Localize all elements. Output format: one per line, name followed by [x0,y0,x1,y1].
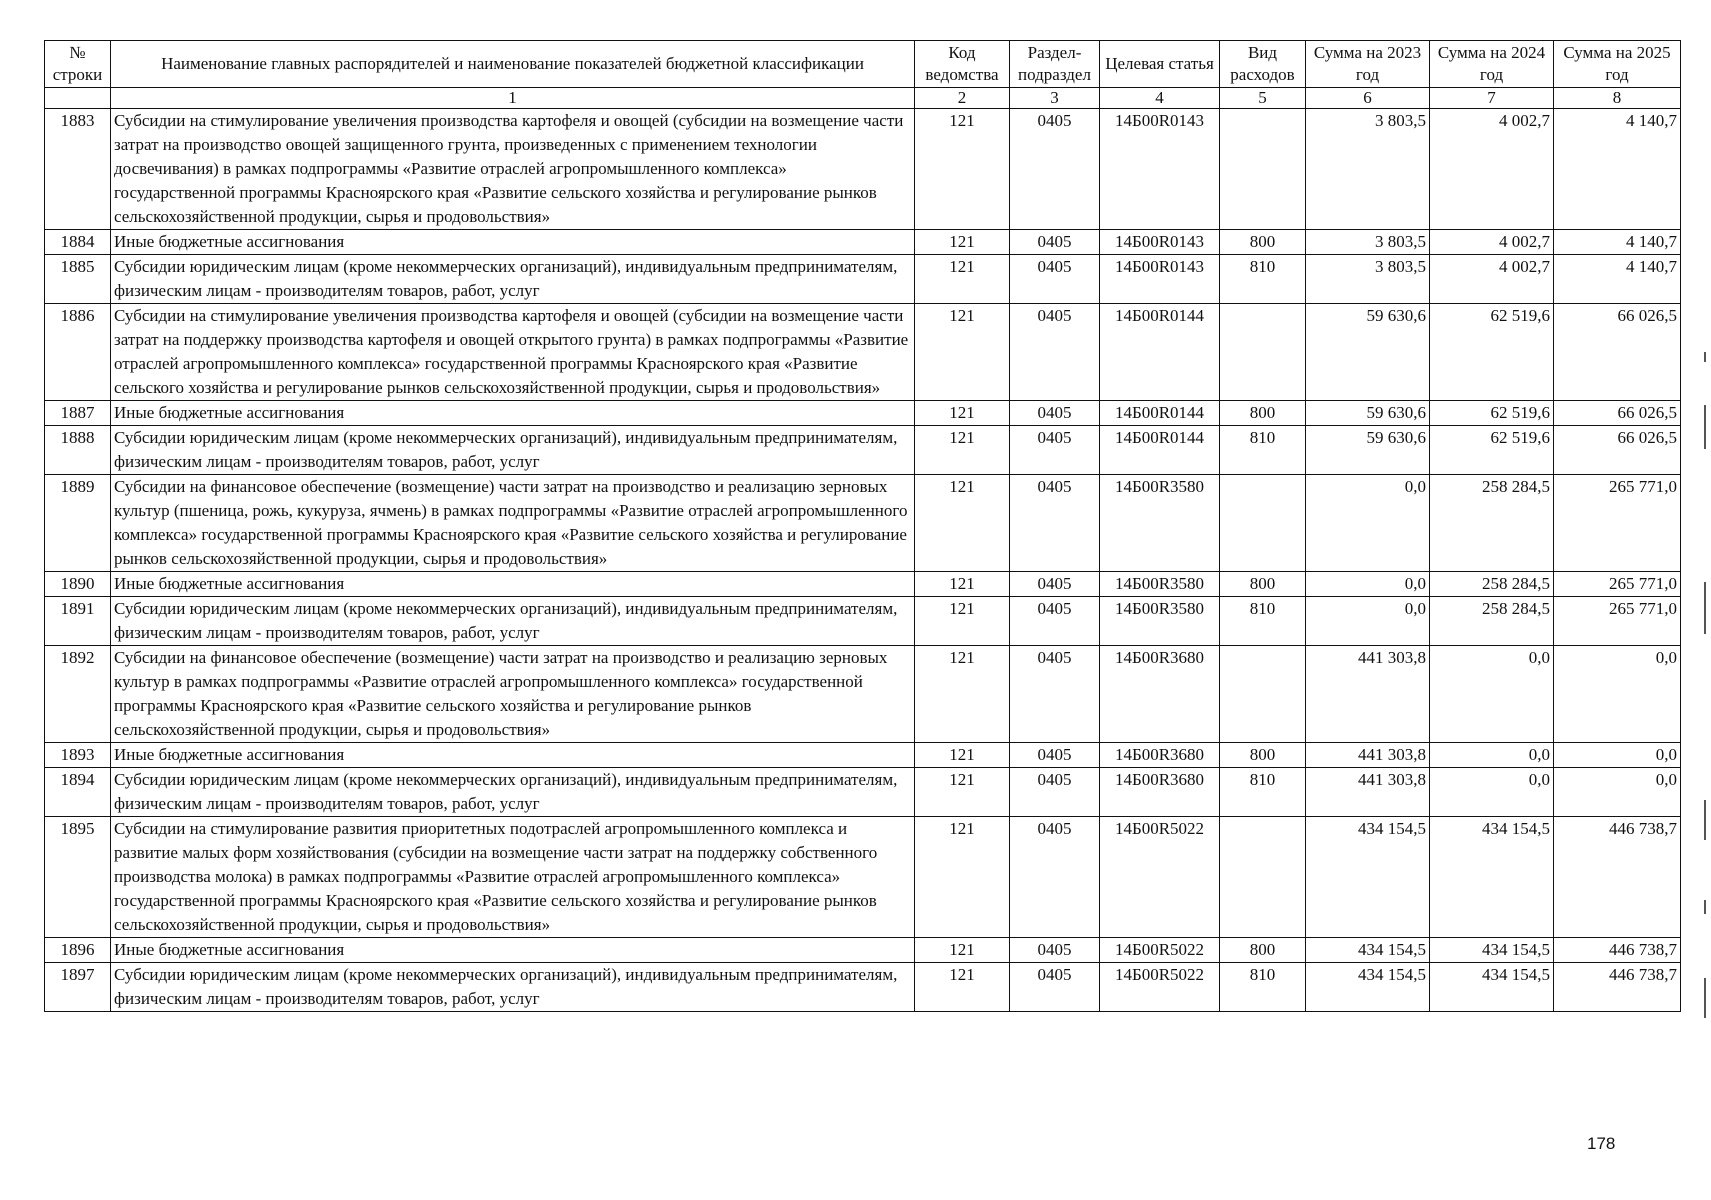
sum-2025: 0,0 [1554,768,1681,817]
target-code: 14Б00R5022 [1100,817,1220,938]
indicator-name: Субсидии юридическим лицам (кроме некоммерческих организаций), индивидуальным предпринимателям, физическим лицам - производителям товаров, работ, услуг [111,768,915,817]
expense-type [1220,475,1306,572]
row-number: 1888 [45,426,111,475]
indicator-name: Субсидии на стимулирование увеличения производства картофеля и овощей (субсидии на возмещение части затрат на производство овощей защищенного грунта, произведенных с применением технологии досвечивания) в рамках подпрограммы «Развитие отраслей агропромышленного комплекса» государственной программы Красноярского края «Развитие сельского хозяйства и регулирование рынков сельскохозяйственной продукции, сырья и продовольствия» [111,109,915,230]
sum-2024: 258 284,5 [1430,475,1554,572]
dept-code: 121 [915,963,1010,1012]
section-code: 0405 [1010,401,1100,426]
column-number: 4 [1100,88,1220,109]
indicator-name: Иные бюджетные ассигнования [111,572,915,597]
header-name: Наименование главных распорядителей и наименование показателей бюджетной классификации [111,41,915,88]
sum-2025: 265 771,0 [1554,572,1681,597]
indicator-name: Субсидии на стимулирование развития приоритетных подотраслей агропромышленного комплекса и развитие малых форм хозяйствования (субсидии на возмещение части затрат на поддержку собственного производства молока) в рамках подпрограммы «Развитие отраслей агропромышленного комплекса» государственной программы Красноярского края «Развитие сельского хозяйства и регулирование рынков сельскохозяйственной продукции, сырья и продовольствия» [111,817,915,938]
row-number: 1886 [45,304,111,401]
sum-2025: 66 026,5 [1554,304,1681,401]
sum-2023: 0,0 [1306,572,1430,597]
target-code: 14Б00R0143 [1100,109,1220,230]
table-row [45,817,1681,938]
row-number: 1897 [45,963,111,1012]
sum-2024: 4 002,7 [1430,230,1554,255]
dept-code: 121 [915,230,1010,255]
section-code: 0405 [1010,597,1100,646]
dept-code: 121 [915,743,1010,768]
dept-code: 121 [915,426,1010,475]
expense-type [1220,304,1306,401]
section-code: 0405 [1010,255,1100,304]
dept-code: 121 [915,401,1010,426]
sum-2023: 434 154,5 [1306,963,1430,1012]
table-row [45,426,1681,475]
sum-2024: 434 154,5 [1430,817,1554,938]
sum-2024: 4 002,7 [1430,255,1554,304]
expense-type [1220,646,1306,743]
dept-code: 121 [915,938,1010,963]
expense-type: 800 [1220,572,1306,597]
target-code: 14Б00R3580 [1100,597,1220,646]
sum-2024: 4 002,7 [1430,109,1554,230]
header-sum-2024: Сумма на 2024 год [1430,41,1554,88]
sum-2025: 446 738,7 [1554,817,1681,938]
target-code: 14Б00R0144 [1100,304,1220,401]
sum-2025: 66 026,5 [1554,426,1681,475]
section-code: 0405 [1010,572,1100,597]
table-row [45,475,1681,572]
sum-2024: 62 519,6 [1430,304,1554,401]
sum-2023: 59 630,6 [1306,401,1430,426]
sum-2023: 434 154,5 [1306,817,1430,938]
row-number: 1885 [45,255,111,304]
expense-type: 810 [1220,963,1306,1012]
target-code: 14Б00R5022 [1100,963,1220,1012]
header-row-no: № строки [45,41,111,88]
dept-code: 121 [915,768,1010,817]
column-number: 2 [915,88,1010,109]
dept-code: 121 [915,255,1010,304]
scan-artifact [1704,800,1706,840]
row-number: 1883 [45,109,111,230]
section-code: 0405 [1010,743,1100,768]
sum-2024: 62 519,6 [1430,426,1554,475]
dept-code: 121 [915,475,1010,572]
row-number: 1890 [45,572,111,597]
header-section: Раздел-подраздел [1010,41,1100,88]
dept-code: 121 [915,646,1010,743]
column-number: 6 [1306,88,1430,109]
target-code: 14Б00R3580 [1100,572,1220,597]
section-code: 0405 [1010,304,1100,401]
column-number: 8 [1554,88,1681,109]
table-row [45,109,1681,230]
indicator-name: Субсидии юридическим лицам (кроме некоммерческих организаций), индивидуальным предпринимателям, физическим лицам - производителям товаров, работ, услуг [111,963,915,1012]
sum-2024: 434 154,5 [1430,938,1554,963]
sum-2024: 434 154,5 [1430,963,1554,1012]
scan-artifact [1704,405,1706,449]
sum-2025: 0,0 [1554,743,1681,768]
sum-2023: 441 303,8 [1306,768,1430,817]
column-number-row [45,88,1681,109]
sum-2025: 4 140,7 [1554,255,1681,304]
indicator-name: Субсидии на финансовое обеспечение (возмещение) части затрат на производство и реализацию зерновых культур в рамках подпрограммы «Развитие отраслей агропромышленного комплекса» государственной программы Красноярского края «Развитие сельского хозяйства и регулирование рынков сельскохозяйственной продукции, сырья и продовольствия» [111,646,915,743]
target-code: 14Б00R0143 [1100,255,1220,304]
column-number: 1 [111,88,915,109]
header-target: Целевая статья [1100,41,1220,88]
row-number: 1893 [45,743,111,768]
sum-2025: 4 140,7 [1554,230,1681,255]
expense-type: 810 [1220,768,1306,817]
scan-artifact [1704,352,1706,362]
column-number [45,88,111,109]
sum-2023: 0,0 [1306,475,1430,572]
expense-type: 810 [1220,597,1306,646]
sum-2023: 441 303,8 [1306,646,1430,743]
sum-2025: 446 738,7 [1554,963,1681,1012]
section-code: 0405 [1010,475,1100,572]
row-number: 1896 [45,938,111,963]
section-code: 0405 [1010,963,1100,1012]
target-code: 14Б00R3680 [1100,646,1220,743]
header-dept-code: Код ведомства [915,41,1010,88]
sum-2025: 446 738,7 [1554,938,1681,963]
indicator-name: Иные бюджетные ассигнования [111,743,915,768]
dept-code: 121 [915,304,1010,401]
target-code: 14Б00R0143 [1100,230,1220,255]
scan-artifact [1704,582,1706,634]
sum-2023: 0,0 [1306,597,1430,646]
table-row [45,304,1681,401]
sum-2023: 3 803,5 [1306,230,1430,255]
sum-2023: 59 630,6 [1306,426,1430,475]
indicator-name: Субсидии юридическим лицам (кроме некоммерческих организаций), индивидуальным предпринимателям, физическим лицам - производителям товаров, работ, услуг [111,597,915,646]
row-number: 1889 [45,475,111,572]
table-row [45,768,1681,817]
table-row [45,597,1681,646]
dept-code: 121 [915,109,1010,230]
expense-type: 800 [1220,743,1306,768]
expense-type: 810 [1220,426,1306,475]
sum-2025: 66 026,5 [1554,401,1681,426]
row-number: 1895 [45,817,111,938]
sum-2024: 0,0 [1430,646,1554,743]
scan-artifact [1704,900,1706,914]
sum-2025: 0,0 [1554,646,1681,743]
column-number: 3 [1010,88,1100,109]
target-code: 14Б00R5022 [1100,938,1220,963]
sum-2025: 265 771,0 [1554,475,1681,572]
row-number: 1892 [45,646,111,743]
table-row [45,230,1681,255]
header-sum-2025: Сумма на 2025 год [1554,41,1681,88]
row-number: 1887 [45,401,111,426]
expense-type: 800 [1220,938,1306,963]
indicator-name: Субсидии на финансовое обеспечение (возмещение) части затрат на производство и реализацию зерновых культур (пшеница, рожь, кукуруза, ячмень) в рамках подпрограммы «Развитие отраслей агропромышленного комплекса» государственной программы Красноярского края «Развитие сельского хозяйства и регулирование рынков сельскохозяйственной продукции, сырья и продовольствия» [111,475,915,572]
row-number: 1894 [45,768,111,817]
indicator-name: Субсидии юридическим лицам (кроме некоммерческих организаций), индивидуальным предпринимателям, физическим лицам - производителям товаров, работ, услуг [111,255,915,304]
sum-2025: 265 771,0 [1554,597,1681,646]
column-number: 7 [1430,88,1554,109]
section-code: 0405 [1010,817,1100,938]
sum-2023: 434 154,5 [1306,938,1430,963]
header-sum-2023: Сумма на 2023 год [1306,41,1430,88]
table-header [45,41,1681,109]
table-row [45,938,1681,963]
sum-2023: 441 303,8 [1306,743,1430,768]
target-code: 14Б00R3680 [1100,768,1220,817]
target-code: 14Б00R3680 [1100,743,1220,768]
section-code: 0405 [1010,109,1100,230]
indicator-name: Иные бюджетные ассигнования [111,401,915,426]
table-body [45,109,1681,1012]
section-code: 0405 [1010,426,1100,475]
sum-2024: 0,0 [1430,743,1554,768]
section-code: 0405 [1010,938,1100,963]
row-number: 1891 [45,597,111,646]
sum-2024: 0,0 [1430,768,1554,817]
table-row [45,255,1681,304]
sum-2024: 258 284,5 [1430,572,1554,597]
target-code: 14Б00R3580 [1100,475,1220,572]
target-code: 14Б00R0144 [1100,401,1220,426]
sum-2024: 258 284,5 [1430,597,1554,646]
indicator-name: Иные бюджетные ассигнования [111,230,915,255]
dept-code: 121 [915,817,1010,938]
budget-table [44,40,1681,1012]
expense-type [1220,817,1306,938]
sum-2024: 62 519,6 [1430,401,1554,426]
sum-2023: 59 630,6 [1306,304,1430,401]
table-row [45,646,1681,743]
indicator-name: Иные бюджетные ассигнования [111,938,915,963]
row-number: 1884 [45,230,111,255]
sum-2025: 4 140,7 [1554,109,1681,230]
header-row [45,41,1681,88]
table-row [45,401,1681,426]
page-number: 178 [1587,1134,1616,1153]
section-code: 0405 [1010,230,1100,255]
table-row [45,743,1681,768]
expense-type: 800 [1220,230,1306,255]
target-code: 14Б00R0144 [1100,426,1220,475]
column-number: 5 [1220,88,1306,109]
table-row [45,572,1681,597]
section-code: 0405 [1010,646,1100,743]
table-row [45,963,1681,1012]
expense-type: 810 [1220,255,1306,304]
section-code: 0405 [1010,768,1100,817]
expense-type: 800 [1220,401,1306,426]
header-expense-type: Вид расходов [1220,41,1306,88]
indicator-name: Субсидии на стимулирование увеличения производства картофеля и овощей (субсидии на возмещение части затрат на поддержку производства картофеля и овощей открытого грунта) в рамках подпрограммы «Развитие отраслей агропромышленного комплекса» государственной программы Красноярского края «Развитие сельского хозяйства и регулирование рынков сельскохозяйственной продукции, сырья и продовольствия» [111,304,915,401]
indicator-name: Субсидии юридическим лицам (кроме некоммерческих организаций), индивидуальным предпринимателям, физическим лицам - производителям товаров, работ, услуг [111,426,915,475]
dept-code: 121 [915,597,1010,646]
scan-artifact [1704,978,1706,1018]
sum-2023: 3 803,5 [1306,255,1430,304]
dept-code: 121 [915,572,1010,597]
sum-2023: 3 803,5 [1306,109,1430,230]
expense-type [1220,109,1306,230]
